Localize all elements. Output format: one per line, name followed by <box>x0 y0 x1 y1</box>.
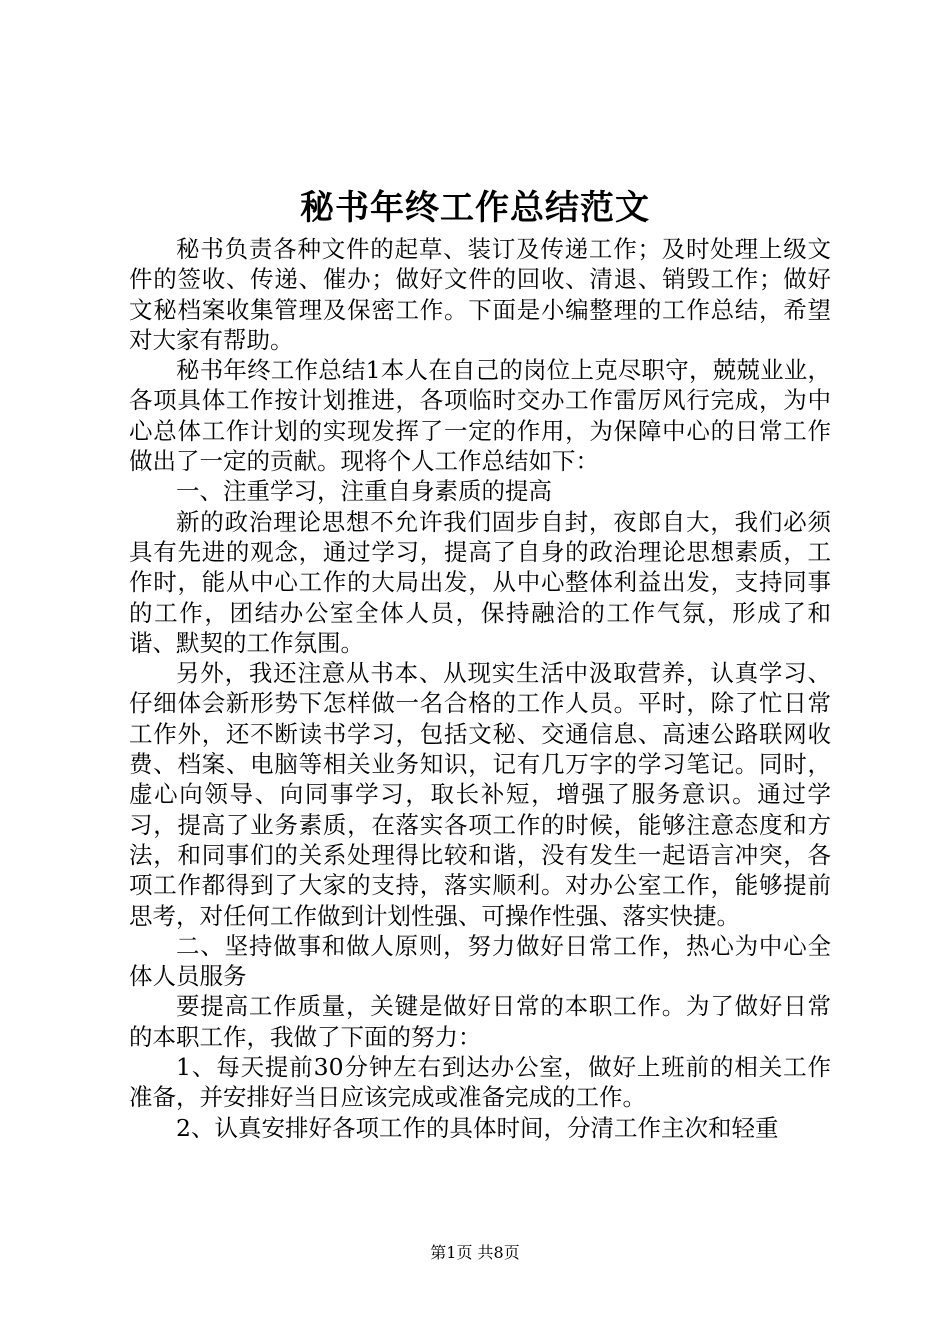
paragraph-summary-1: 秘书年终工作总结1本人在自己的岗位上克尽职守，兢兢业业，各项具体工作按计划推进，各项临时交办工作雷厉风行完成，为中心总体工作计划的实现发挥了一定的作用，为保障中心的日常工作做出了一定的贡献。现将个人工作总结如下： <box>129 356 831 476</box>
page-number-footer: 第1页 共8页 <box>430 1243 520 1262</box>
document-title: 秘书年终工作总结范文 <box>300 188 650 228</box>
list-item-2: 2、认真安排好各项工作的具体时间，分清工作主次和轻重 <box>176 1113 779 1142</box>
section-heading-2: 二、坚持做事和做人原则，努力做好日常工作，热心为中心全体人员服务 <box>129 931 831 991</box>
list-item-1: 1、每天提前30分钟左右到达办公室，做好上班前的相关工作准备，并安排好当日应该完成或准备完成的工作。 <box>129 1053 831 1112</box>
paragraph-study-1: 新的政治理论思想不允许我们固步自封，夜郎自大，我们必须具有先进的观念，通过学习，提高了自身的政治理论思想素质，工作时，能从中心工作的大局出发，从中心整体利益出发，支持同事的工作，团结办公室全体人员，保持融洽的工作气氛，形成了和谐、默契的工作氛围。 <box>129 507 831 657</box>
paragraph-study-2: 另外，我还注意从书本、从现实生活中汲取营养，认真学习、仔细体会新形势下怎样做一名合格的工作人员。平时，除了忙日常工作外，还不断读书学习，包括文秘、交通信息、高速公路联网收费、档案、电脑等相关业务知识，记有几万字的学习笔记。同时，虚心向领导、向同事学习，取长补短，增强了服务意识。通过学习，提高了业务素质，在落实各项工作的时候，能够注意态度和方法，和同事们的关系处理得比较和谐，没有发生一起语言冲突，各项工作都得到了大家的支持，落实顺利。对办公室工作，能够提前思考，对任何工作做到计划性强、可操作性强、落实快捷。 <box>129 659 831 930</box>
paragraph-intro: 秘书负责各种文件的起草、装订及传递工作；及时处理上级文件的签收、传递、催办；做好文件的回收、清退、销毁工作；做好文秘档案收集管理及保密工作。下面是小编整理的工作总结，希望对大家有帮助。 <box>129 235 831 354</box>
section-heading-1: 一、注重学习，注重自身素质的提高 <box>176 477 552 506</box>
document-body <box>129 234 831 1143</box>
paragraph-daily-work: 要提高工作质量，关键是做好日常的本职工作。为了做好日常的本职工作，我做了下面的努力： <box>129 992 831 1051</box>
